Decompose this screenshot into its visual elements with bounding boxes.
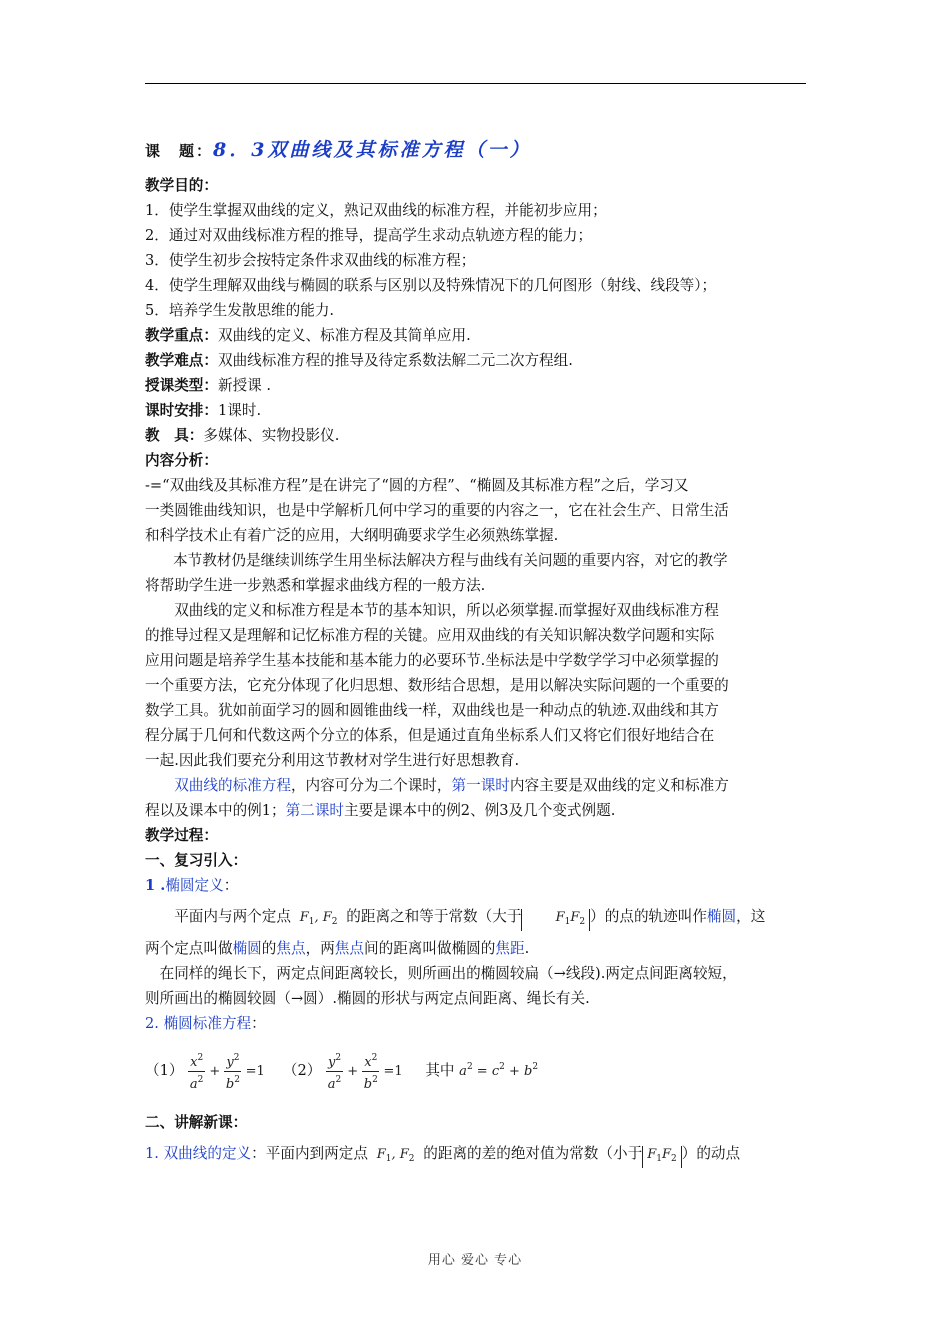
key-point-label: 教学重点： [145,327,218,344]
text-run: ： [251,1015,266,1032]
document-body [145,135,807,1173]
analysis-p2-line: 将帮助学生进一步熟悉和掌握求曲线方程的一般方法. [145,577,486,594]
where-text: 其中 [425,1062,455,1079]
lesson-type-label: 授课类型： [145,377,218,394]
analysis-p2-line: 本节教材仍是继续训练学生用坐标法解决方程与曲线有关问题的重要内容，对它的教学 [173,552,728,569]
link-ellipse-definition[interactable]: 椭圆定义 [165,877,224,894]
analysis-p3-line: 的推导过程又是理解和记忆标准方程的关键。应用双曲线的有关知识解决数学问题和实际 [145,627,715,644]
title-label: 课 题： [145,142,214,160]
process-heading: 教学过程： [145,827,218,844]
item-number: 1 . [145,877,166,894]
f1f2-abs-math: $F_1F_2$ [521,909,590,931]
schedule [145,398,807,423]
ellipse-shape-line: 则所画出的椭圆较圆（→圆）.椭圆的形状与两定点间距离、绳长有关. [145,990,590,1007]
ellipse-equations [145,1036,807,1098]
text-run: 平面内到两定点 [265,1145,368,1162]
schedule-label: 课时安排： [145,402,218,419]
f1f2-abs-math: $F_1F_2$ [642,1146,682,1168]
difficulty [145,348,807,373]
text-run: 的距离的差的绝对值为常数（小于 [423,1145,643,1162]
ellipse-definition-line [145,898,807,936]
f1-f2-math: $F_1$, $F_2$ [295,910,338,927]
equation-2: $\frac{y^2}{a^2}$ + $\frac{x^2}{b^2}$ =1 [326,1064,407,1079]
analysis-p3-line: 一个重要方法，它充分体现了化归思想、数形结合思想，是用以解决实际问题的一个重要的 [145,677,729,694]
equation-label: （2） [282,1062,322,1079]
key-point-text: 双曲线的定义、标准方程及其简单应用. [217,327,471,344]
analysis-p1-line: 一类圆锥曲线知识，也是中学解析几何中学习的重要的内容之一，它在社会生产、日常生活 [145,502,729,519]
objectives-heading: 教学目的： [145,177,218,194]
analysis-p3-line: 双曲线的定义和标准方程是本节的基本知识，所以必须掌握.而掌握好双曲线标准方程 [174,602,719,619]
text-run: 内容主要是双曲线的定义和标准方 [509,777,729,794]
link-focal-distance[interactable]: 焦距 [495,940,525,957]
analysis-p1-line: 和科学技术止有着广泛的应用，大纲明确要求学生必须熟练掌握. [145,527,559,544]
hyperbola-definition-line [145,1135,807,1173]
text-run: ，内容可分为二个课时， [290,777,452,794]
text-run: 的距离之和等于常数（大于 [346,908,522,925]
objective-item: 5．培养学生发散思维的能力. [145,302,335,319]
ellipse-shape-line: 在同样的绳长下，两定点间距离较长，则所画出的椭圆较扁（→线段).两定点间距离较短， [159,965,737,982]
page-title: 8．3双曲线及其标准方程（一） [213,139,532,161]
text-run: ： [251,1145,266,1162]
link-hyperbola-equation[interactable]: 双曲线的标准方程 [174,777,291,794]
ellipse-definition-line [145,936,807,961]
link-ellipse[interactable]: 椭圆 [232,940,262,957]
text-run: ： [223,877,239,894]
text-run: 程以及课本中的例1； [145,802,286,819]
tools-label: 教 具： [145,427,204,444]
key-point [145,323,807,348]
analysis-p3-line: 应用问题是培养学生基本技能和基本能力的必要环节.坐标法是中学数学学习中必须掌握的 [145,652,719,669]
link-ellipse-equation[interactable]: 2. 椭圆标准方程 [145,1015,252,1032]
link-focus[interactable]: 焦点 [334,940,364,957]
text-run: 间的距离叫做椭圆的 [364,940,496,957]
text-run: 两个定点叫做 [145,940,233,957]
review-heading: 一、复习引入： [145,852,248,869]
analysis-p1-line: -=“双曲线及其标准方程”是在讲完了“圆的方程”、“椭圆及其标准方程”之后，学习又 [145,477,689,494]
equation-label: （1） [145,1062,184,1079]
analysis-p3-line: 数学工具。犹如前面学习的圆和圆锥曲线一样，双曲线也是一种动点的轨迹.双曲线和其方 [145,702,719,719]
f1-f2-math: $F_1$, $F_2$ [372,1147,415,1164]
link-focus[interactable]: 焦点 [276,940,306,957]
text-run: . [524,940,530,957]
equation-1: $\frac{x^2}{a^2}$ + $\frac{y^2}{b^2}$ =1 [188,1064,269,1079]
text-run: 主要是课本中的例2、例3及几个变式例题. [344,802,616,819]
text-run: ）的动点 [681,1145,741,1162]
top-rule [145,83,806,84]
analysis-p3-line: 程分属于几何和代数这两个分立的体系，但是通过直角坐标系人们又将它们很好地结合在 [145,727,715,744]
analysis-p4-line [145,798,807,823]
tools-text: 多媒体、实物投影仪. [203,427,340,444]
lesson-type [145,373,807,398]
ellipse-definition-title [145,873,807,898]
objective-item: 3．使学生初步会按特定条件求双曲线的标准方程； [145,252,476,269]
schedule-text: 1课时. [217,402,262,419]
difficulty-text: 双曲线标准方程的推导及待定系数法解二元二次方程组. [217,352,573,369]
objective-item: 4．使学生理解双曲线与椭圆的联系与区别以及特殊情况下的几何图形（射线、线段等）； [145,277,717,294]
text-run: 平面内与两个定点 [174,908,291,925]
equation-relation: $a^2 = c^2 + b^2$ [459,1062,539,1079]
analysis-p4-line [145,773,807,798]
text-run: ）的点的轨迹叫作 [590,908,707,925]
analysis-heading: 内容分析： [145,452,218,469]
lesson-title-row [145,135,807,165]
ellipse-equation-title [145,1011,807,1036]
objective-item: 2．通过对双曲线标准方程的推导，提高学生求动点轨迹方程的能力； [145,227,593,244]
link-hyperbola-definition[interactable]: 1. 双曲线的定义 [145,1145,252,1162]
page-footer: 用心 爱心 专心 [427,1253,523,1268]
text-run: ，两 [305,940,335,957]
link-ellipse[interactable]: 椭圆 [706,908,737,925]
text-run: ，这 [736,908,766,925]
tools [145,423,807,448]
difficulty-label: 教学难点： [145,352,218,369]
link-first-lesson[interactable]: 第一课时 [451,777,510,794]
text-run: 的 [261,940,277,957]
lesson-type-text: 新授课 . [217,377,272,394]
new-lesson-heading: 二、讲解新课： [145,1114,248,1131]
analysis-p3-line: 一起.因此我们要充分利用这节教材对学生进行好思想教育. [145,752,520,769]
link-second-lesson[interactable]: 第二课时 [285,802,345,819]
objective-item: 1．使学生掌握双曲线的定义，熟记双曲线的标准方程，并能初步应用； [145,202,607,219]
